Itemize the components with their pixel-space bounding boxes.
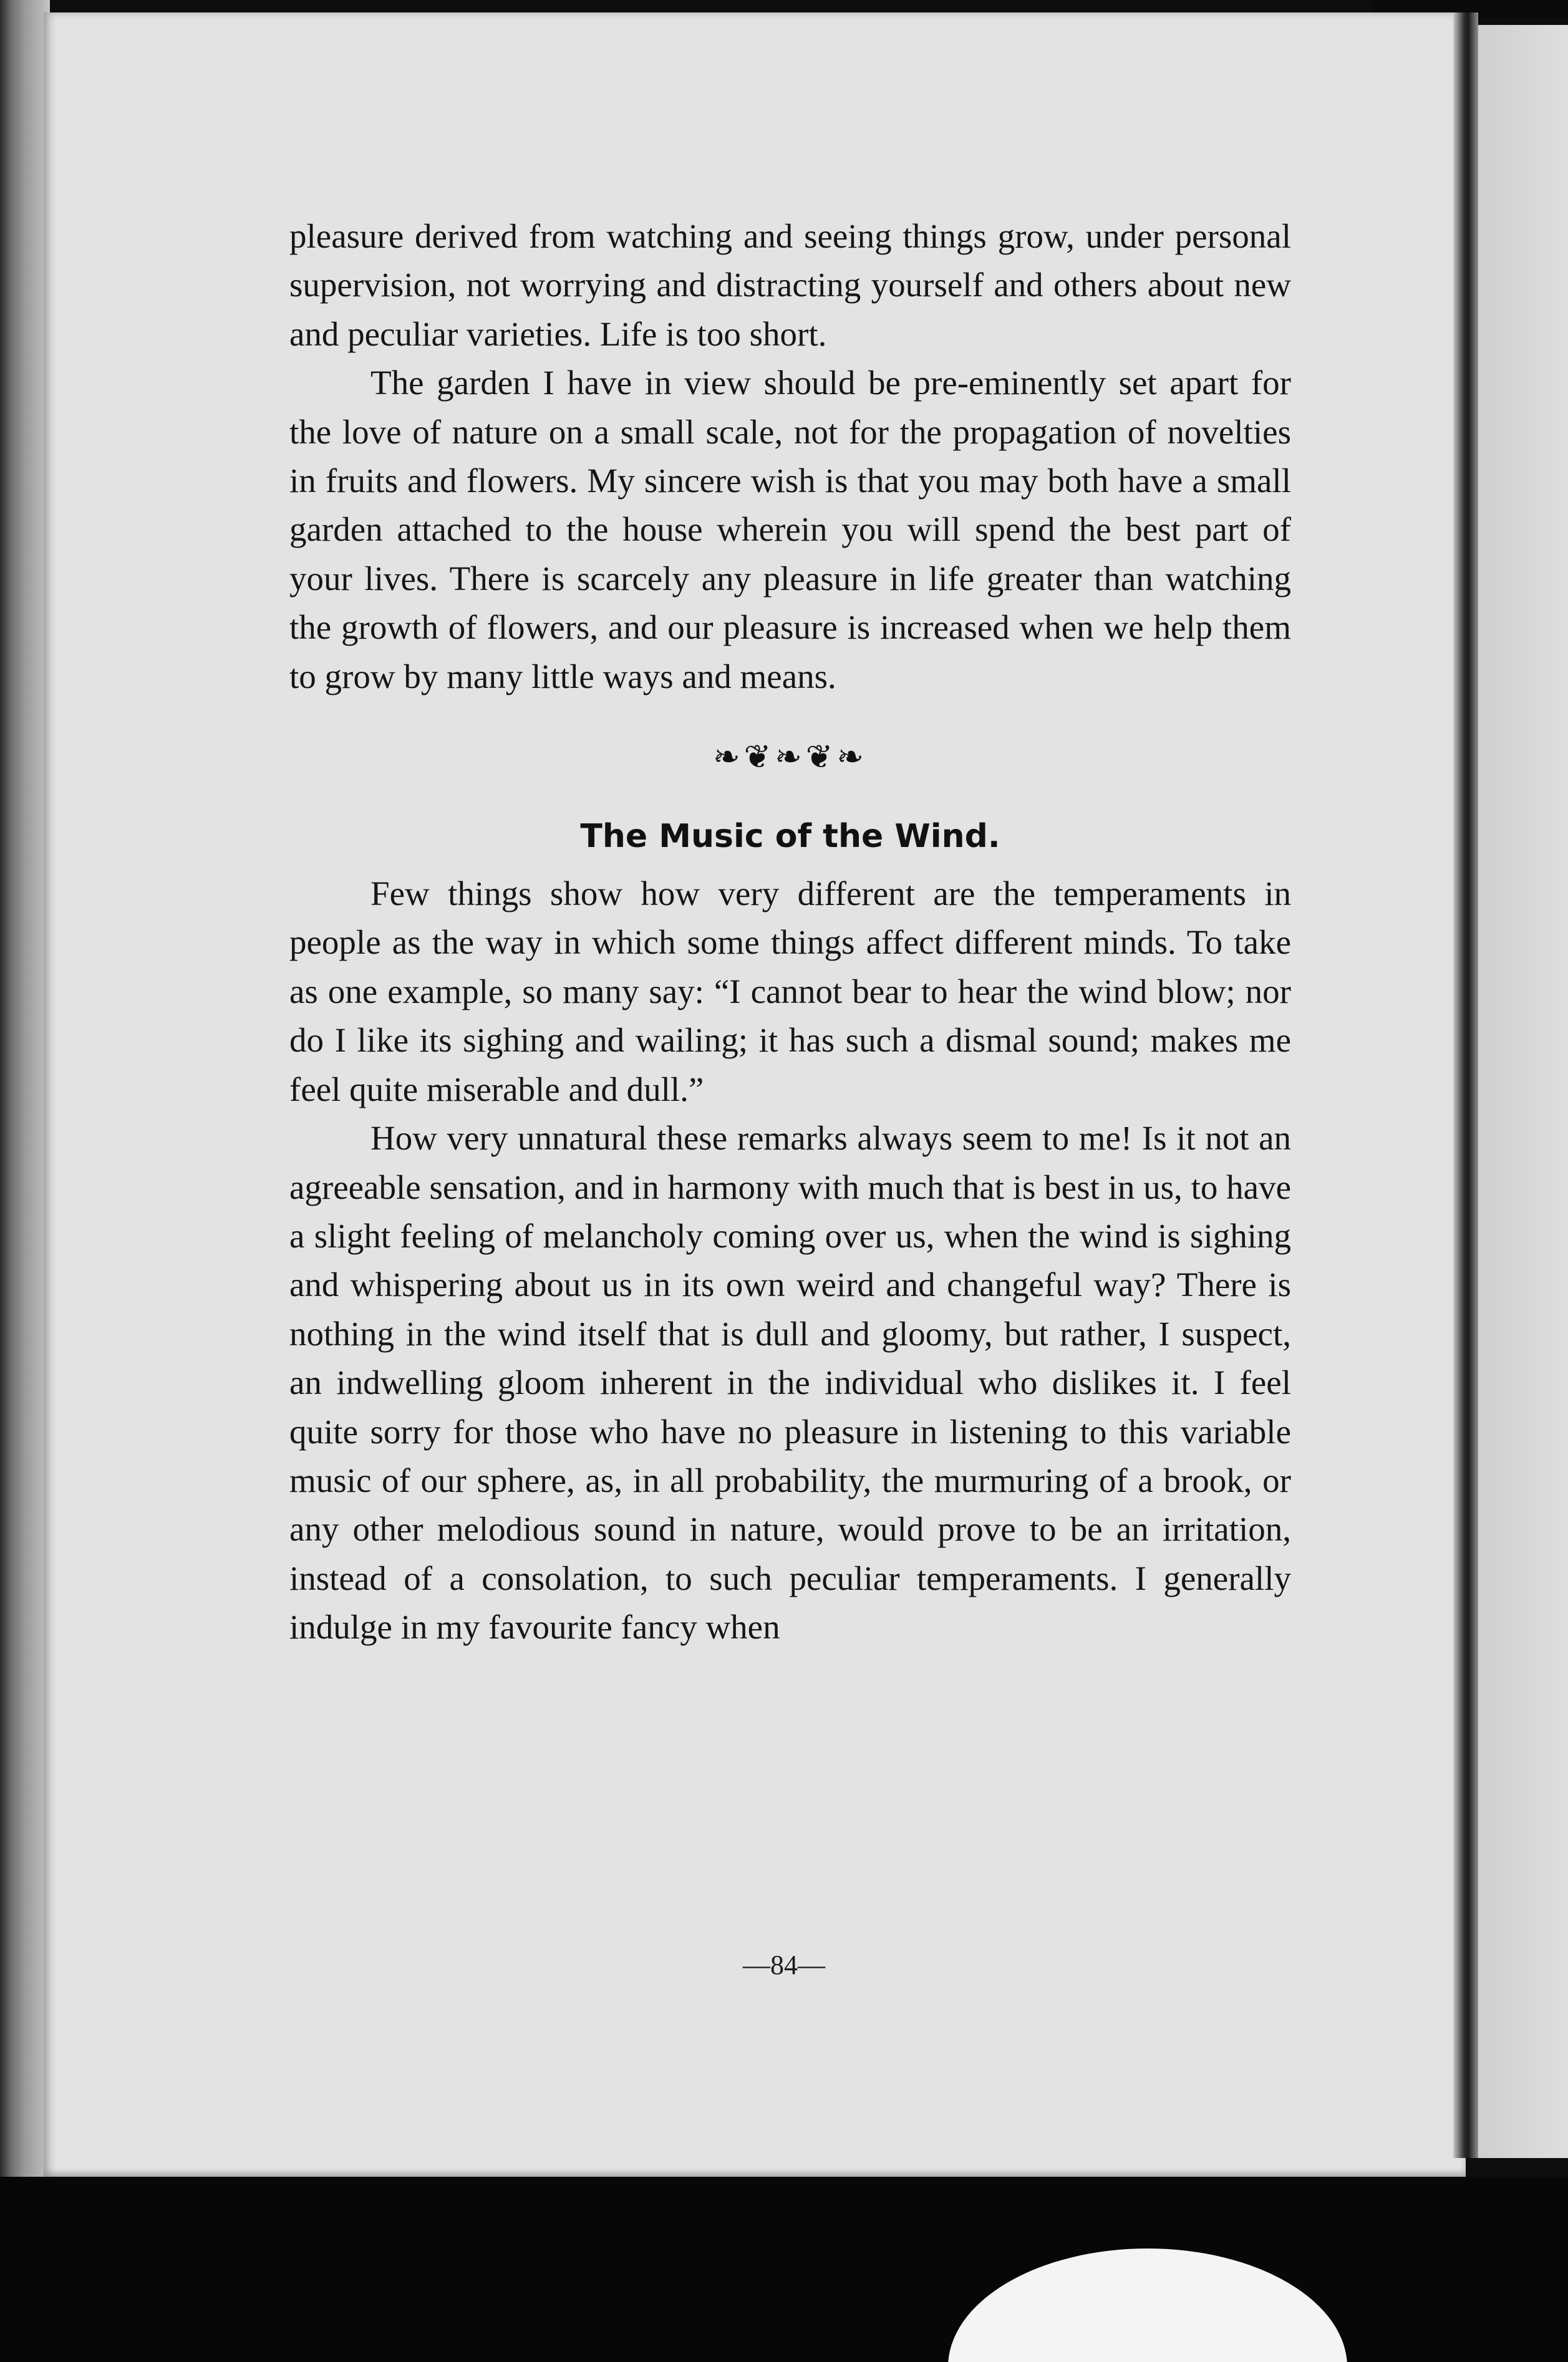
book-cover-edge bbox=[0, 0, 50, 2183]
section-title: The Music of the Wind. bbox=[580, 818, 1000, 856]
facing-page-edge bbox=[1478, 25, 1568, 2158]
paragraph-wind: How very unnatural these remarks always seem to me! Is it not an agreeable sensation, and in harmony with much that is best in us, to have a slight feeling of melancholy coming over us, when the wind is sighing and whispering about us in its own weird and changeful way? There is nothing in the wind itself that is dull and gloomy, but rather, I suspect, an indwelling gloom inherent in the individual who dislikes it. I feel quite sorry for those who have no pleasure in listening to this variable music of our sphere, as, in all probability, the murmuring of a brook, or any other melodious sound in nature, would prove to be an irritation, instead of a consolation, to such peculiar temperaments. I generally indulge in my favourite fancy when bbox=[289, 1119, 1291, 1647]
page-text bbox=[289, 212, 1291, 1652]
paragraph-temperaments: Few things show how very different are the temperaments in people as the way in which some things affect different minds. To take as one example, so many say: “I cannot bear to hear the wind blow; nor do I like its sighing and wailing; it has such a dismal sound; makes me feel quite miserable and dull.” bbox=[289, 874, 1291, 1108]
page-number: —84— bbox=[743, 1950, 825, 1980]
ornament-divider-icon: ❧❦❧❦❧ bbox=[713, 740, 868, 776]
page-gutter bbox=[1453, 12, 1478, 2158]
paragraph-garden: The garden I have in view should be pre-eminently set apart for the love of nature on a small scale, not for the propagation of novelties in fruits and flowers. My sincere wish is that you may both have a small garden attached to the house wherein you will spend the best part of your lives. There is scarcely any pleasure in life greater than watching the growth of flowers, and our pleasure is increased when we help them to grow by many little ways and means. bbox=[289, 364, 1291, 695]
paragraph-continued: pleasure derived from watching and seeing things grow, under personal supervision, not worrying and distracting yourself and others about new and peculiar varieties. Life is too short. bbox=[289, 217, 1291, 353]
